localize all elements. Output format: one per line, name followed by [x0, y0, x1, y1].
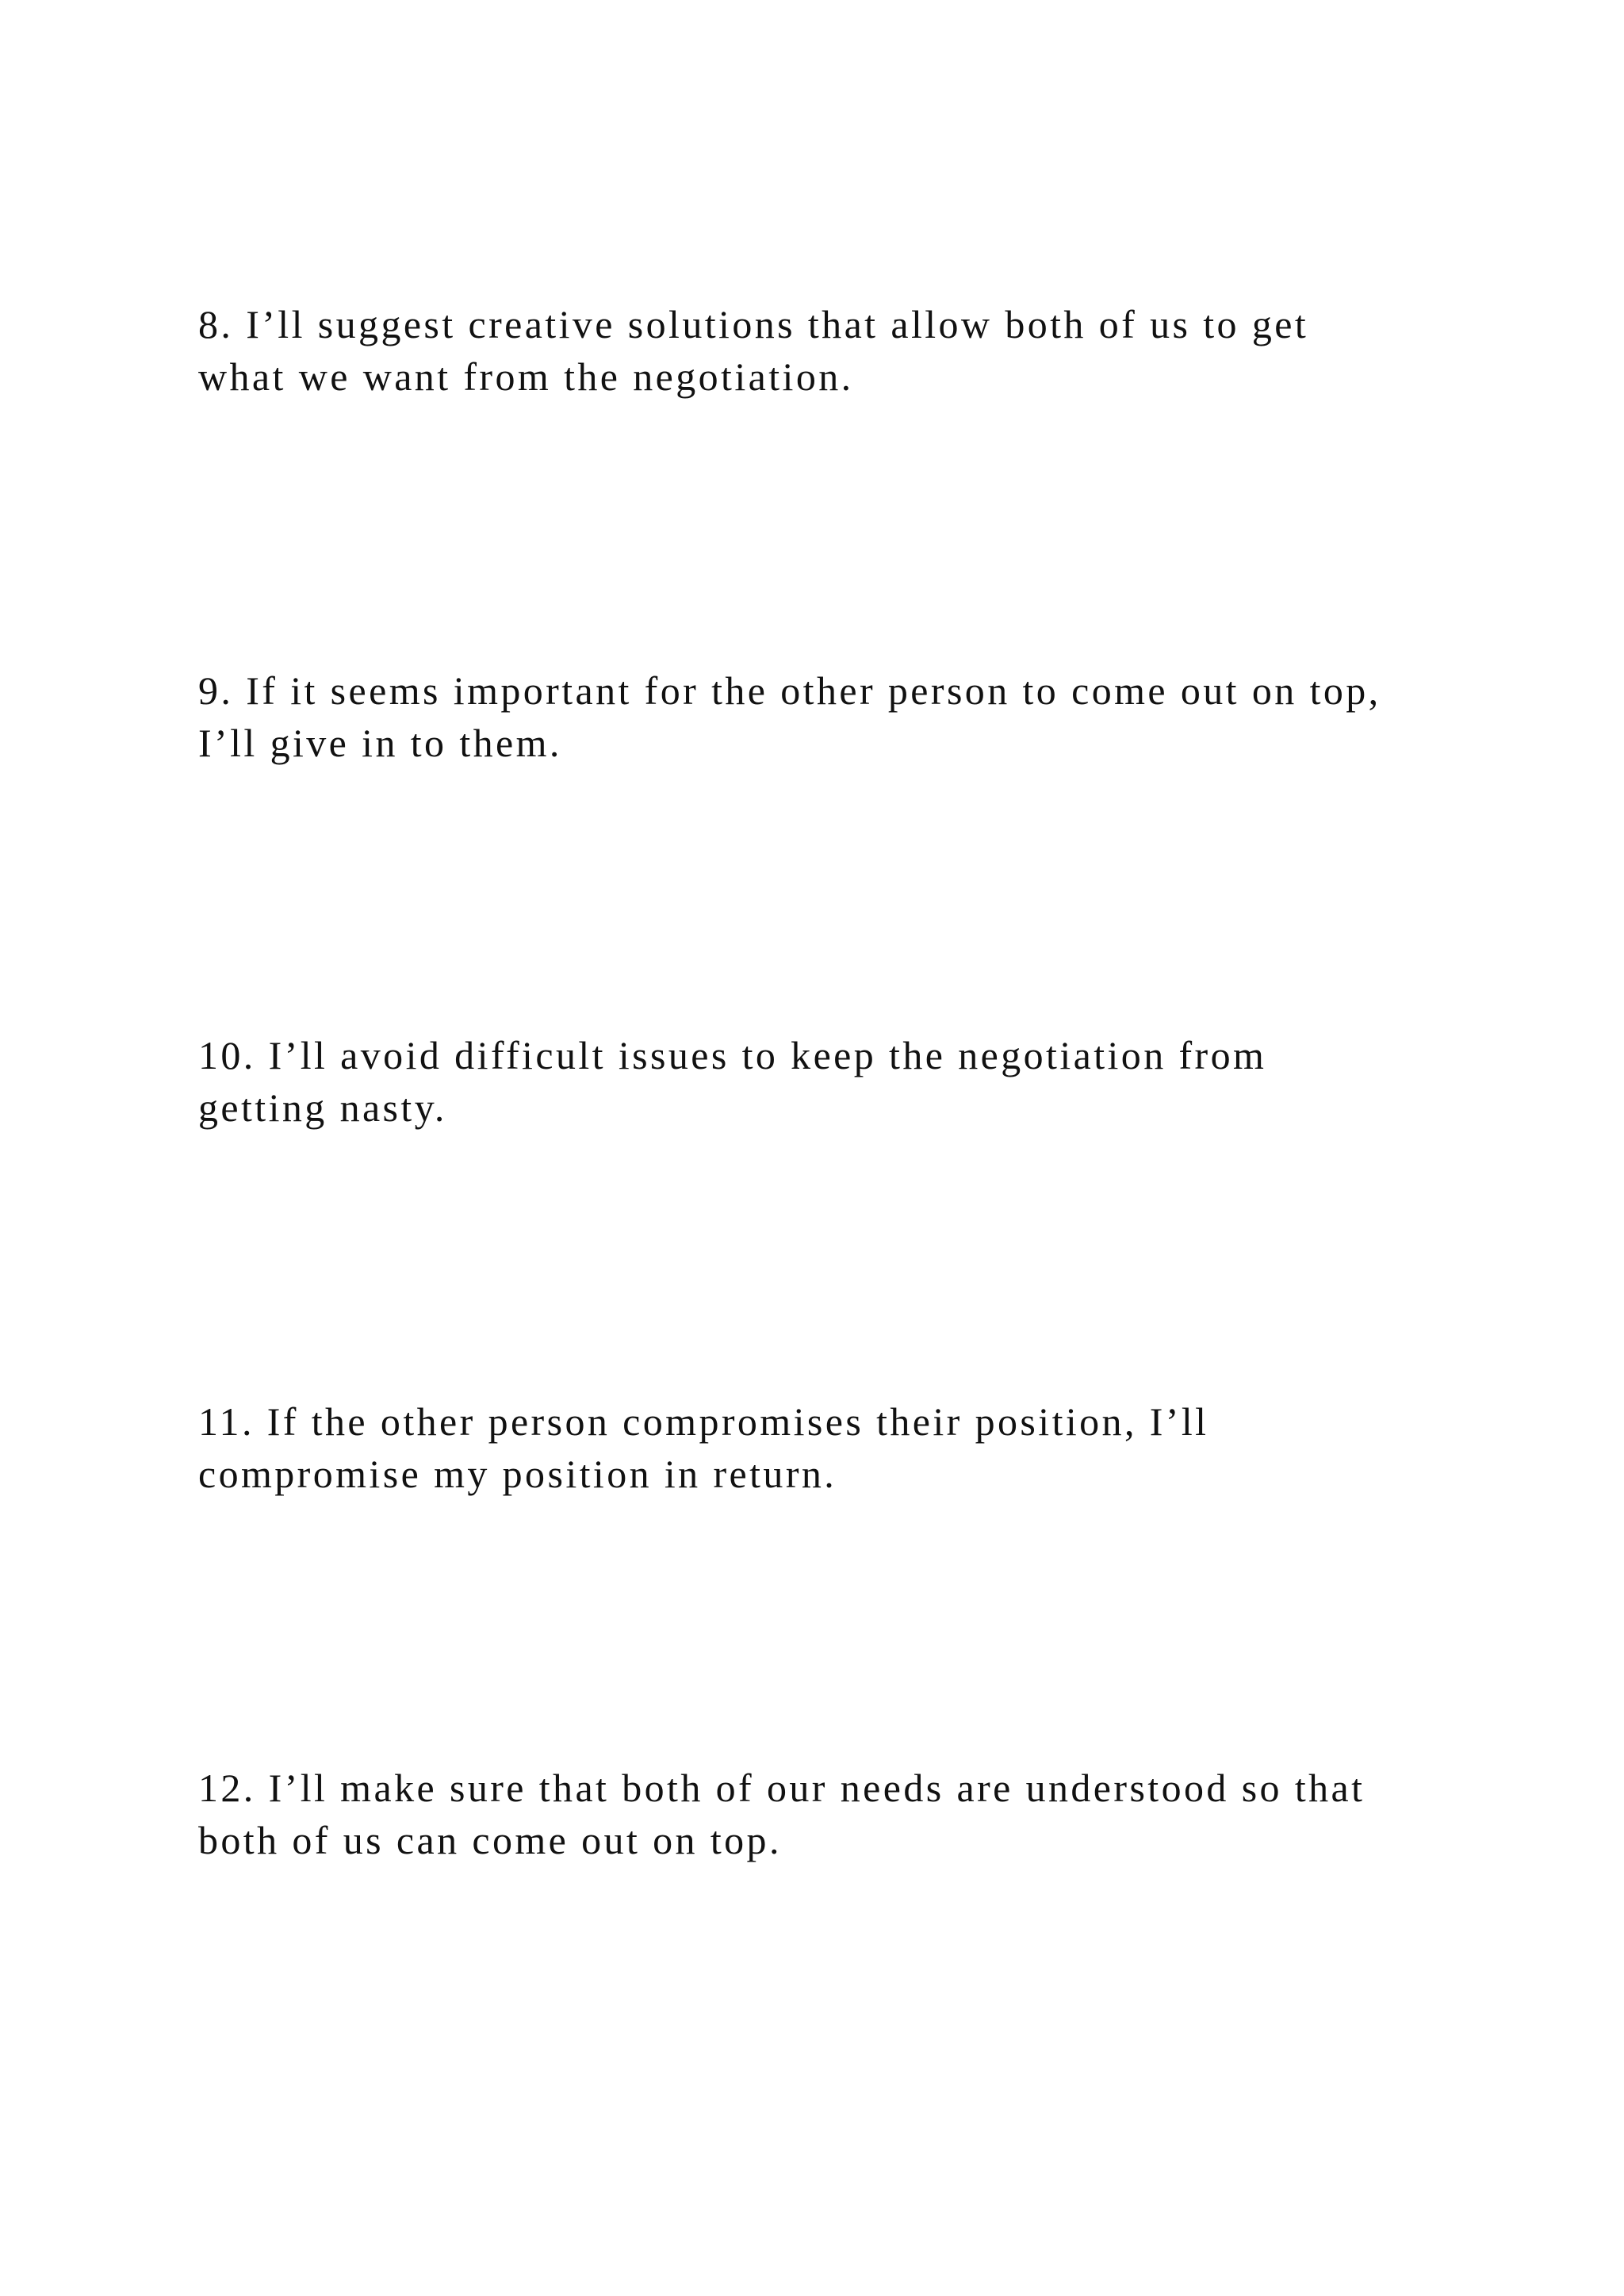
survey-item-8-line-1: 8. I’ll suggest creative solutions that allow both of us to get	[198, 302, 1309, 346]
survey-item-10	[198, 1029, 1507, 1134]
survey-item-12-line-2: both of us can come out on top.	[198, 1818, 782, 1862]
survey-item-8-line-2: what we want from the negotiation.	[198, 354, 854, 399]
survey-item-11	[198, 1395, 1507, 1500]
survey-item-9-line-1: 9. If it seems important for the other person to come out on top,	[198, 668, 1381, 713]
survey-item-9	[198, 664, 1507, 769]
survey-item-12-line-1: 12. I’ll make sure that both of our needs are understood so that	[198, 1766, 1365, 1810]
survey-item-11-line-1: 11. If the other person compromises their position, I’ll	[198, 1399, 1209, 1444]
survey-item-10-line-1: 10. I’ll avoid difficult issues to keep the negotiation from	[198, 1033, 1267, 1077]
survey-item-8	[198, 298, 1507, 403]
survey-item-10-line-2: getting nasty.	[198, 1085, 447, 1130]
survey-item-11-line-2: compromise my position in return.	[198, 1452, 837, 1496]
survey-item-12	[198, 1762, 1507, 1866]
survey-item-9-line-2: I’ll give in to them.	[198, 721, 562, 765]
